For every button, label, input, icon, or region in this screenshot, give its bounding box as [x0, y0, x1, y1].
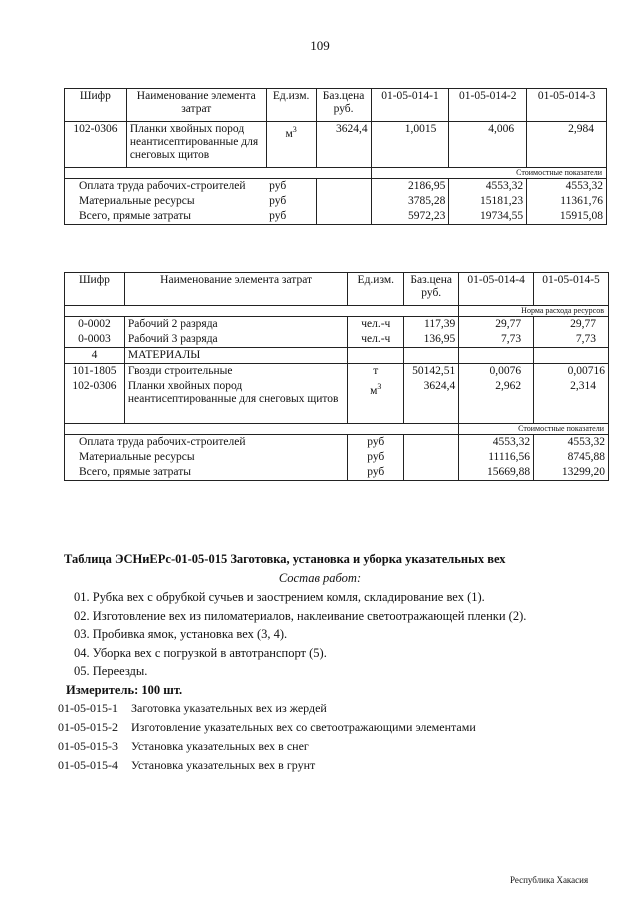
- row-unit: чел.-ч: [348, 332, 404, 348]
- code-row: [58, 739, 309, 754]
- header-unit: Ед.изм.: [266, 89, 316, 122]
- header-col-2: 01-05-014-2: [449, 89, 527, 122]
- code-value: 01-05-015-3: [58, 739, 118, 753]
- row-value-1: 29,77: [459, 317, 534, 333]
- row-value-1: 7,73: [459, 332, 534, 348]
- row-value-2: 7,73: [534, 332, 609, 348]
- code-value: 01-05-015-2: [58, 720, 118, 734]
- row-value-2: 2,314: [534, 379, 609, 423]
- cost-label-row: [65, 168, 607, 179]
- total-value-1: 3785,28: [371, 194, 449, 209]
- total-value-3: 11361,76: [527, 194, 607, 209]
- row-name: Планки хвойных пород неантисептированные для снеговых щитов: [124, 379, 347, 423]
- row-price: 3624,4: [404, 379, 459, 423]
- row-code: 0-0002: [65, 317, 125, 333]
- total-name: Оплата труда рабочих-строителей: [65, 434, 348, 450]
- row-code: 4: [65, 348, 125, 364]
- cost-label: Стоимостные показатели: [371, 168, 606, 179]
- header-col-1: 01-05-014-1: [371, 89, 449, 122]
- total-value-1: 11116,56: [459, 450, 534, 465]
- total-unit: руб: [348, 465, 404, 481]
- norm-label: Норма расхода ресурсов: [459, 306, 609, 317]
- row-code: 101-1805: [65, 364, 125, 380]
- total-name: Всего, прямые затраты: [65, 209, 267, 225]
- table-header-row: [65, 89, 607, 122]
- page-number: 109: [310, 38, 330, 53]
- total-unit: руб: [266, 194, 316, 209]
- total-unit: руб: [266, 209, 316, 225]
- total-value-3: 15915,08: [527, 209, 607, 225]
- resource-table-1: [64, 88, 607, 225]
- row-value-3: 2,984: [527, 122, 607, 168]
- row-unit: т: [348, 364, 404, 380]
- table-row: [65, 122, 607, 168]
- row-code: 102-0306: [65, 379, 125, 423]
- total-row: [65, 194, 607, 209]
- total-value-2: 13299,20: [534, 465, 609, 481]
- header-code: Шифр: [65, 89, 127, 122]
- code-text: Установка указательных вех в грунт: [131, 758, 316, 772]
- row-price: 3624,4: [316, 122, 371, 168]
- cost-label: Стоимостные показатели: [459, 423, 609, 434]
- row-name: Рабочий 2 разряда: [124, 317, 347, 333]
- header-unit: Ед.изм.: [348, 273, 404, 306]
- cost-label-row: [65, 423, 609, 434]
- table-row: [65, 332, 609, 348]
- header-name: Наименование элемента затрат: [126, 89, 266, 122]
- row-price: 50142,51: [404, 364, 459, 380]
- total-value-2: 8745,88: [534, 450, 609, 465]
- row-value-2: 0,00716: [534, 364, 609, 380]
- total-name: Материальные ресурсы: [65, 194, 267, 209]
- header-price: Баз.цена руб.: [404, 273, 459, 306]
- table-row: [65, 348, 609, 364]
- row-value-1: 0,0076: [459, 364, 534, 380]
- total-value-2: 19734,55: [449, 209, 527, 225]
- total-value-2: 4553,32: [449, 179, 527, 195]
- total-value-2: 4553,32: [534, 434, 609, 450]
- table-row: [65, 364, 609, 380]
- header-price: Баз.цена руб.: [316, 89, 371, 122]
- row-value-2: 4,006: [449, 122, 527, 168]
- total-row: [65, 465, 609, 481]
- row-value-1: 1,0015: [371, 122, 449, 168]
- code-value: 01-05-015-4: [58, 758, 118, 772]
- total-name: Материальные ресурсы: [65, 450, 348, 465]
- row-code: 0-0003: [65, 332, 125, 348]
- row-name: МАТЕРИАЛЫ: [124, 348, 347, 364]
- row-unit: $м^3$: [348, 379, 404, 423]
- norm-label-row: [65, 306, 609, 317]
- table-row: [65, 379, 609, 423]
- code-text: Изготовление указательных вех со светоотражающими элементами: [131, 720, 476, 734]
- row-value-1: 2,962: [459, 379, 534, 423]
- total-value-1: 5972,23: [371, 209, 449, 225]
- total-name: Всего, прямые затраты: [65, 465, 348, 481]
- code-row: [58, 758, 315, 773]
- row-price: 136,95: [404, 332, 459, 348]
- work-item: 04. Уборка вех с погрузкой в автотранспорт (5).: [74, 646, 327, 660]
- row-name: Планки хвойных пород неантисептированные для снеговых щитов: [126, 122, 266, 168]
- header-col-5: 01-05-014-5: [534, 273, 609, 306]
- footer-region: Республика Хакасия: [510, 875, 589, 885]
- total-row: [65, 179, 607, 195]
- table-row: [65, 317, 609, 333]
- total-row: [65, 434, 609, 450]
- row-value-2: 29,77: [534, 317, 609, 333]
- table-header-row: [65, 273, 609, 306]
- section-subtitle: Состав работ:: [278, 571, 362, 585]
- resource-table-2: [64, 272, 609, 481]
- code-row: [58, 701, 327, 716]
- header-col-4: 01-05-014-4: [459, 273, 534, 306]
- row-name: Гвозди строительные: [124, 364, 347, 380]
- total-value-2: 15181,23: [449, 194, 527, 209]
- code-row: [58, 720, 476, 735]
- total-value-3: 4553,32: [527, 179, 607, 195]
- row-name: Рабочий 3 разряда: [124, 332, 347, 348]
- total-name: Оплата труда рабочих-строителей: [65, 179, 267, 195]
- code-value: 01-05-015-1: [58, 701, 118, 715]
- total-row: [65, 450, 609, 465]
- row-unit: чел.-ч: [348, 317, 404, 333]
- total-value-1: 15669,88: [459, 465, 534, 481]
- total-unit: руб: [266, 179, 316, 195]
- total-unit: руб: [348, 434, 404, 450]
- row-code: 102-0306: [65, 122, 127, 168]
- total-value-1: 4553,32: [459, 434, 534, 450]
- code-text: Заготовка указательных вех из жердей: [131, 701, 327, 715]
- work-item: 01. Рубка вех с обрубкой сучьев и заострением комля, складирование вех (1).: [74, 590, 485, 604]
- header-name: Наименование элемента затрат: [124, 273, 347, 306]
- total-unit: руб: [348, 450, 404, 465]
- section-title: Таблица ЭСНиЕРс-01-05-015 Заготовка, установка и уборка указательных вех: [64, 552, 506, 566]
- total-row: [65, 209, 607, 225]
- work-item: 03. Пробивка ямок, установка вех (3, 4).: [74, 627, 288, 641]
- total-value-1: 2186,95: [371, 179, 449, 195]
- work-item: 02. Изготовление вех из пиломатериалов, наклеивание светоотражающей пленки (2).: [74, 609, 527, 623]
- row-unit: $м^3$: [266, 122, 316, 168]
- header-col-3: 01-05-014-3: [527, 89, 607, 122]
- row-price: 117,39: [404, 317, 459, 333]
- work-item: 05. Переезды.: [74, 664, 148, 678]
- measure-unit: Измеритель: 100 шт.: [66, 683, 183, 697]
- header-code: Шифр: [65, 273, 125, 306]
- code-text: Установка указательных вех в снег: [131, 739, 309, 753]
